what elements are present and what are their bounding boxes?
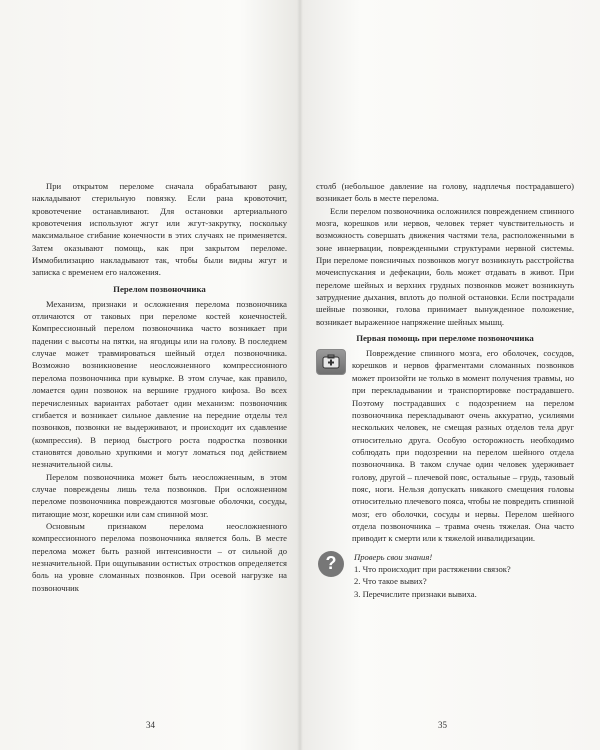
check-knowledge-block bbox=[316, 551, 574, 600]
section-heading: Первая помощь при переломе позвоночника bbox=[356, 333, 534, 344]
questions-list bbox=[354, 551, 511, 600]
right-page bbox=[316, 180, 574, 600]
page-number: 34 bbox=[146, 720, 155, 730]
paragraph: Основным признаком перелома неосложненного компрессионного перелома позвоночника является боль. В месте перелома может быть разной интенсивности – от сильной до незначительной. При ощупывании остистых отростков определяется боль на уровне сломанных позвонков. При осевой нагрузке на позвоночник bbox=[32, 520, 287, 593]
first-aid-icon bbox=[316, 349, 346, 375]
question-item: 2. Что такое вывих? bbox=[354, 576, 427, 587]
left-page bbox=[32, 180, 287, 594]
first-aid-block bbox=[316, 347, 574, 545]
question-item: 3. Перечислите признаки вывиха. bbox=[354, 588, 477, 599]
paragraph: Перелом позвоночника может быть неосложненным, в этом случае повреждены лишь тела позвонков. При осложненном переломе позвоночника повреждаются мозговые оболочки, сосуды, питающие мозг, корешки или сам спинной мозг. bbox=[32, 471, 287, 519]
paragraph: Повреждение спинного мозга, его оболочек, сосудов, корешков и нервов фрагментами сломанных позвонков может произойти не только в момент получения травмы, но при перекладывании и транспортировке пострадавшего. Поэтому пострадавших с подозрением на перелом позвоночника перекладывают очень аккуратно, усилиями нескольких человек, не смещая разных отделов тела друг относительно друга. Особую осторожность необходимо соблюдать при подозрении на перелом шейного отдела позвоночника. В таком случае один человек удерживает голову, другой – плечевой пояс, остальные – грудь, тазовый пояс, ноги. Нельзя допускать никакого смещения головы относительно плечевого пояса, чтобы не повредить спинной мозг, его оболочки, сосуды и нервы. Перелом шейного отдела позвоночника – травма очень тяжелая. Она часто приводит к смерти или к тяжелой инвалидизации. bbox=[352, 348, 574, 544]
paragraph: При открытом переломе сначала обрабатывают рану, накладывают стерильную повязку. Если рана кровоточит, кровотечение останавливают. Для остановки артериального кровотечения используют жгут или жгут-закрутку, поскольку максимальное сгибание конечности в этих случаях не применяется. Затем оказывают помощь, как при закрытом переломе. Иммобилизацию накладывают так, чтобы были видны жгут и записка с временем его наложения. bbox=[32, 181, 287, 278]
section-heading: Перелом позвоночника bbox=[113, 283, 206, 294]
paragraph: столб (небольшое давление на голову, надплечья пострадавшего) возникает боль в месте перелома. bbox=[316, 181, 574, 204]
question-icon: ? bbox=[318, 551, 344, 577]
question-item: 1. Что происходит при растяжении связок? bbox=[354, 563, 511, 574]
paragraph: Механизм, признаки и осложнения перелома позвоночника отличаются от таковых при переломе костей конечностей. Компрессионный перелом позвоночника часто возникает при падении с высоты на пятки, на ягодицы или на голову. В последнем случае может травмироваться шейный отдел позвоночника. Возможно возникновение неосложненного компрессионного перелома позвоночника при кувырке. В этом случае, как правило, ломается один позвонок на вершине грудного кифоза. Во всех перечисленных вариантах работает один механизм: позвоночник сгибается и возникает сильное давление на передние отделы тел позвонков, позвонки не выдерживают, и происходит их сдавление (компрессия). В период быстрого роста подростка позвонки становятся довольно хрупкими и могут ломаться под действием незначительной силы. bbox=[32, 298, 287, 470]
page-number: 35 bbox=[438, 720, 447, 730]
paragraph: Если перелом позвоночника осложнился повреждением спинного мозга, корешков или нервов, человек теряет чувствительность и возможность совершать движения частями тела, расположенными в зоне иннервации, поврежденными структурами нервной системы. При переломе поясничных позвонков могут возникнуть расстройства мочеиспускания и дефекации, боль может отдавать в живот. При переломе шейных и верхних грудных позвонков может возникнуть затруднение дыхания, вплоть до полной остановки. Если пострадали шейные позвонки, голова принимает вынужденное положение, возникает выраженное напряжение шейных мышц. bbox=[316, 205, 574, 327]
questions-heading: Проверь свои знания! bbox=[354, 551, 433, 562]
